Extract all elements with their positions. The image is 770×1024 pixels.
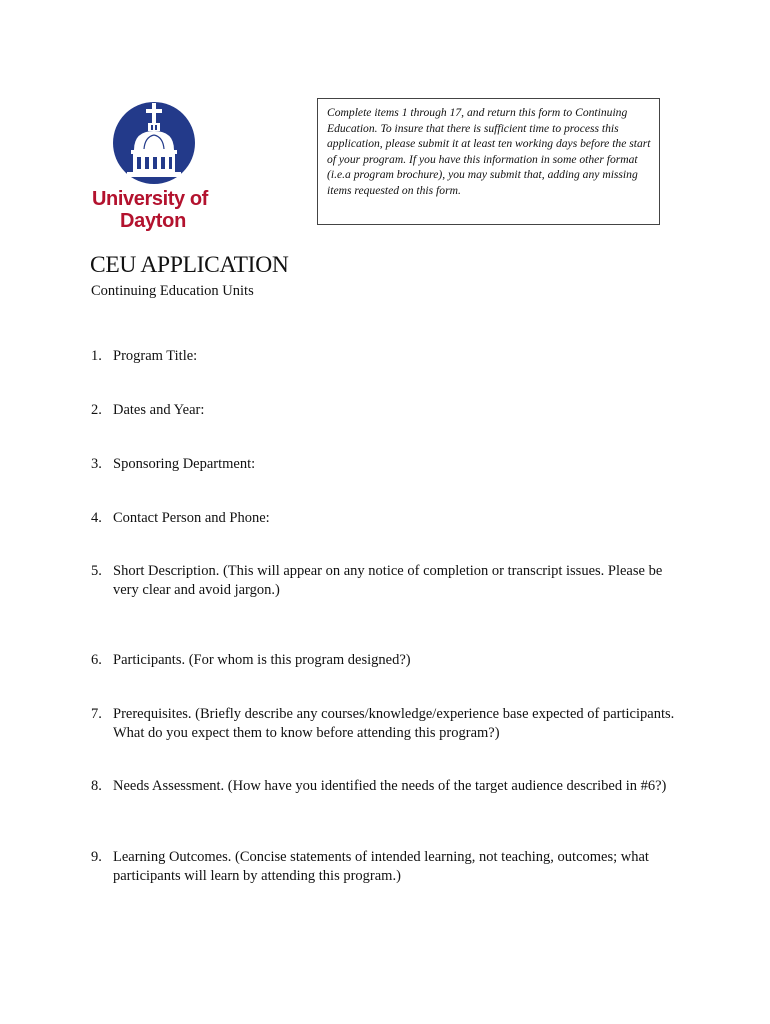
item-number: 2.: [91, 402, 102, 418]
list-item: [91, 401, 681, 420]
item-number: 6.: [91, 652, 102, 668]
chapel-dome-logo-icon: [112, 100, 196, 186]
logo-text-line2: Dayton: [120, 210, 186, 232]
item-label: Needs Assessment. (How have you identified the needs of the target audience described in #6?): [113, 778, 667, 794]
item-number: 8.: [91, 778, 102, 794]
item-number: 9.: [91, 849, 102, 865]
list-item: [91, 347, 681, 366]
list-item: [91, 455, 681, 474]
item-number: 7.: [91, 706, 102, 722]
item-number: 4.: [91, 510, 102, 526]
list-item: [91, 509, 681, 528]
item-label: Dates and Year:: [113, 402, 205, 418]
item-label: Prerequisites. (Briefly describe any courses/knowledge/experience base expected of participants. What do you expect them to know before attending this program?): [113, 706, 675, 741]
item-label: Contact Person and Phone:: [113, 510, 270, 526]
item-label: Short Description. (This will appear on any notice of completion or transcript issues. Please be very clear and avoid jargon.): [113, 563, 663, 598]
university-logo: [92, 100, 220, 234]
item-number: 3.: [91, 456, 102, 472]
list-item: [91, 705, 681, 743]
item-label: Learning Outcomes. (Concise statements of intended learning, not teaching, outcomes; what participants will learn by attending this program.): [113, 849, 649, 884]
page-subtitle: Continuing Education Units: [91, 283, 254, 299]
item-label: Sponsoring Department:: [113, 456, 256, 472]
list-item: [91, 777, 681, 796]
page-title: CEU APPLICATION: [90, 252, 289, 278]
instructions-box: Complete items 1 through 17, and return this form to Continuing Education. To insure that there is sufficient time to process this application, please submit it at least ten working days before the start of your program. If you have this information in some other format (i.e.a program brochure), you may submit that, adding any missing items requested on this form.: [317, 98, 660, 225]
item-label: Program Title:: [113, 348, 198, 364]
list-item: [91, 848, 681, 886]
list-item: [91, 562, 681, 600]
item-number: 5.: [91, 563, 102, 579]
logo-text-line1: University of: [92, 188, 208, 210]
item-label: Participants. (For whom is this program designed?): [113, 652, 411, 668]
list-item: [91, 651, 681, 670]
logo-wordmark: [92, 188, 220, 232]
item-number: 1.: [91, 348, 102, 364]
